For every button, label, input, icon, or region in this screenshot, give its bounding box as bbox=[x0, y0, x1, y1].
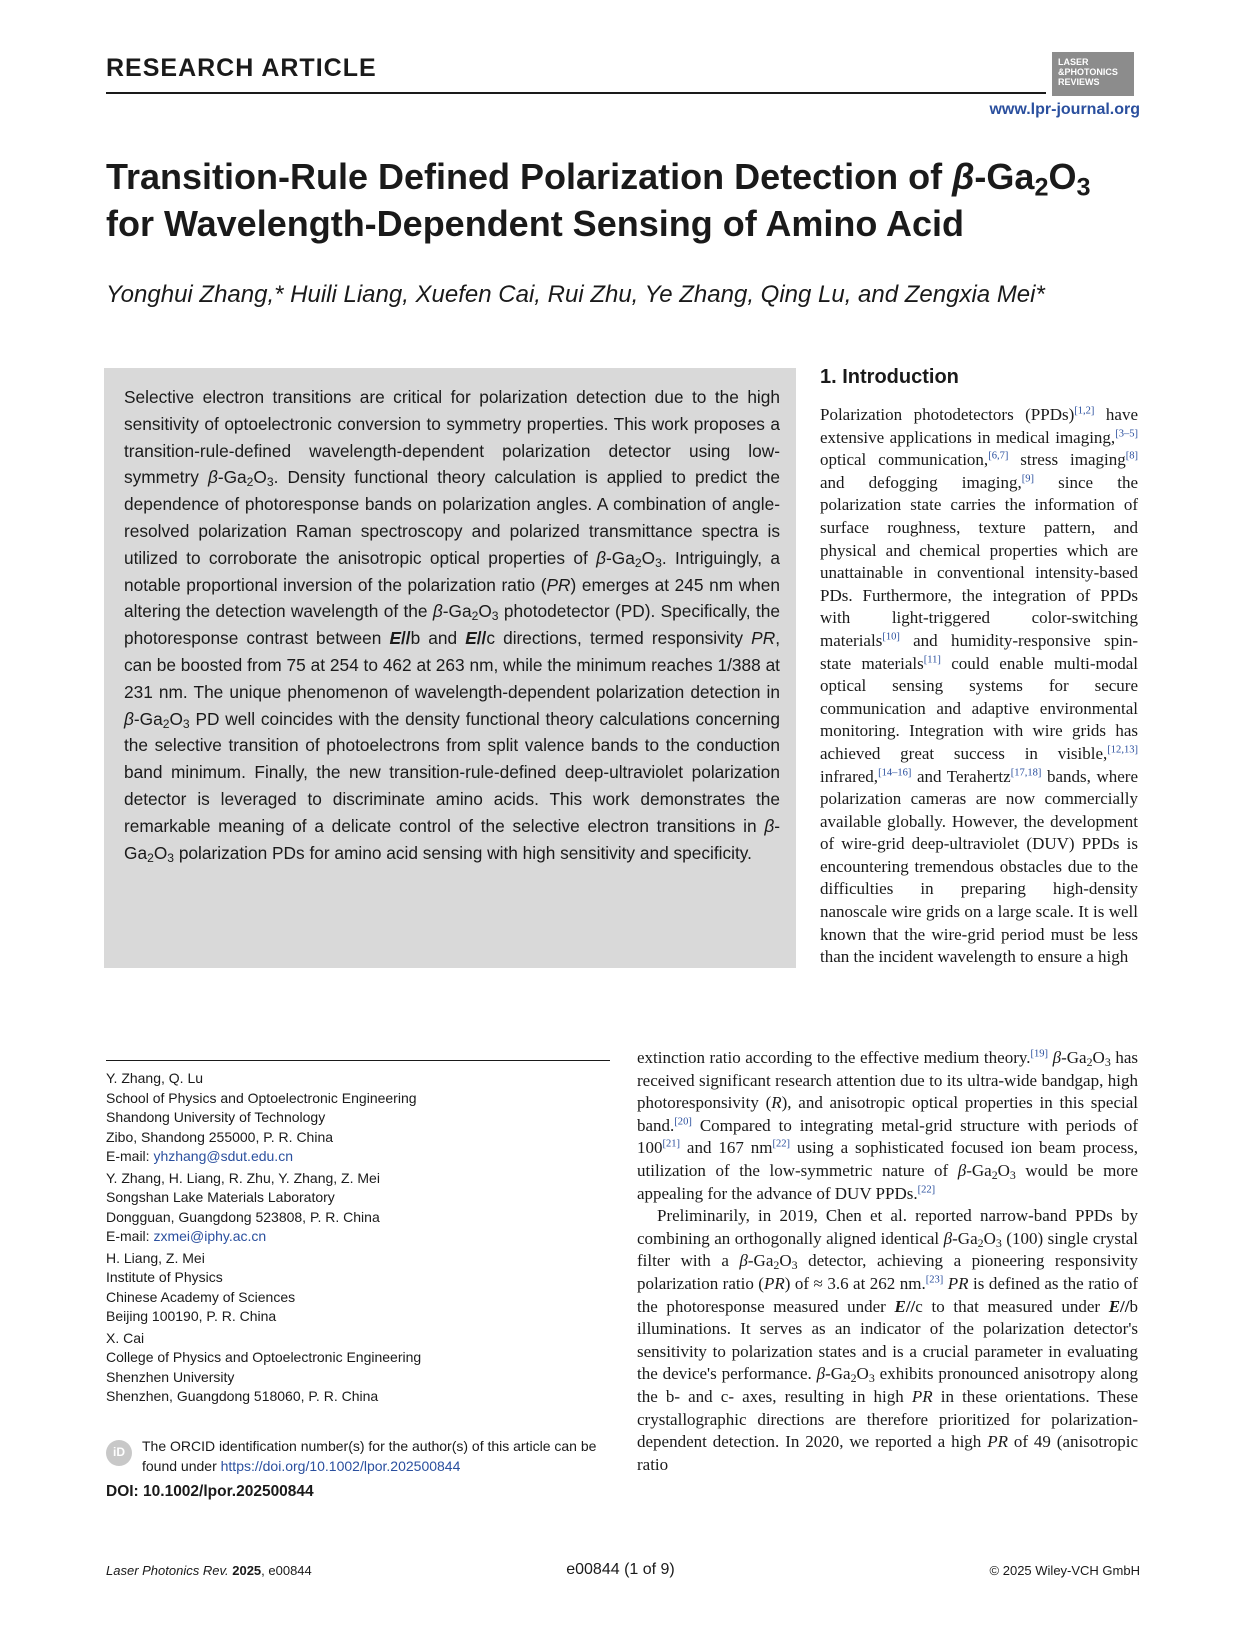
orcid-link[interactable]: https://doi.org/10.1002/lpor.202500844 bbox=[220, 1457, 461, 1474]
copyright: © 2025 Wiley-VCH GmbH bbox=[989, 1563, 1140, 1578]
orcid-note: The ORCID identification number(s) for the author(s) of this article can be found under https://doi.org/10.1002/lpor.202500844 bbox=[142, 1438, 597, 1474]
email-link[interactable]: zxmei@iphy.ac.cn bbox=[153, 1228, 267, 1244]
introduction-paragraph-1-part-1: Polarization photodetectors (PPDs)[1,2] have extensive applications in medical imaging,[3–5] optical communication,[6,7] stress imaging[8] and defogging imaging,[9] since the polarization state carries the information of surface roughness, texture pattern, and physical and chemical properties which are unattainable in conventional intensity-based PDs. Furthermore, the integration of PPDs with light-triggered color-switching materials[10] and humidity-responsive spin-state materials[11] could enable multi-modal optical sensing systems for secure communication and adaptive environmental monitoring. Integration with wire grids has achieved great success in visible,[12,13] infrared,[14–16] and Terahertz[17,18] bands, where polarization cameras are now commercially available globally. However, the development of wire-grid deep-ultraviolet (DUV) PPDs is encountering tremendous obstacles due to the difficulties in preparing high-density nanoscale wire grids on a large scale. It is well known that the wire-grid period must be less than the incident wavelength to ensure a high bbox=[820, 405, 1138, 967]
introduction-heading: 1. Introduction bbox=[820, 366, 959, 388]
page-number: e00844 (1 of 9) bbox=[566, 1561, 675, 1578]
introduction-paragraph-2: Preliminarily, in 2019, Chen et al. reported narrow-band PPDs by combining an orthogonally aligned identical $\beta-Ga_2O_3$ (100) single crystal filter with a $\beta-Ga_2O_3$ detector, achieving a pioneering responsivity polarization ratio (PR) of ≈ 3.6 at 262 nm.[23] PR is defined as the ratio of the photoresponse measured under E//c to that measured under E//b illuminations. It serves as an indicator of the polarization detector's sensitivity to polarization states and is a crucial parameter in evaluating the device's performance. $\beta-Ga_2O_3$ exhibits pronounced anisotropy along the b- and c- axes, resulting in high PR in these orientations. These crystallographic directions are therefore prioritized for polarization-dependent detection. In 2020, we reported a high PR of 49 (anisotropic ratio bbox=[637, 1206, 1139, 1474]
author-list: Yonghui Zhang,* Huili Liang, Xuefen Cai, Rui Zhu, Ye Zhang, Qing Lu, and Zengxia Mei* bbox=[106, 281, 1045, 308]
orcid-icon: iD bbox=[106, 1440, 132, 1466]
footer-citation: Laser Photonics Rev. 2025, e00844 bbox=[106, 1563, 312, 1578]
affiliation-block: H. Liang, Z. Mei Institute of Physics Chinese Academy of Sciences Beijing 100190, P. R. China bbox=[106, 1249, 296, 1324]
affiliation-block: Y. Zhang, H. Liang, R. Zhu, Y. Zhang, Z. Mei Songshan Lake Materials Laboratory Dongguan, Guangdong 523808, P. R. China E-mail: zxmei@iphy.ac.cn bbox=[106, 1169, 380, 1244]
section-label: RESEARCH ARTICLE bbox=[106, 54, 377, 82]
header-rule bbox=[106, 92, 1046, 94]
abstract-text: Selective electron transitions are critical for polarization detection due to the high sensitivity of optoelectronic conversion to symmetry properties. This work proposes a transition-rule-defined wavelength-dependent polarization detector using low-symmetry $\beta-Ga_2O_3$. Density functional theory calculation is applied to predict the dependence of photoresponse bands on polarization angles. A combination of angle-resolved polarization Raman spectroscopy and polarized transmittance spectra is utilized to corroborate the anisotropic optical properties of $\beta-Ga_2O_3$. Intriguingly, a notable proportional inversion of the polarization ratio (PR) emerges at 245 nm when altering the detection wavelength of the $\beta-Ga_2O_3$ photodetector (PD). Specifically, the photoresponse contrast between E//b and E//c directions, termed responsivity PR, can be boosted from 75 at 254 to 462 at 263 nm, while the minimum reaches 1/388 at 231 nm. The unique phenomenon of wavelength-dependent polarization detection in $\beta-Ga_2O_3$ PD well coincides with the density functional theory calculations concerning the selective transition of photoelectrons from split valence bands to the conduction band minimum. Finally, the new transition-rule-defined deep-ultraviolet polarization detector is leveraged to discriminate amino acids. This work demonstrates the remarkable meaning of a delicate control of the selective electron transitions in $\beta-Ga_2O_3$ polarization PDs for amino acid sensing with high sensitivity and specificity. bbox=[124, 387, 781, 865]
affiliation-block: Y. Zhang, Q. Lu School of Physics and Optoelectronic Engineering Shandong University of Technology Zibo, Shandong 255000, P. R. China E-mail: yhzhang@sdut.edu.cn bbox=[106, 1070, 417, 1164]
journal-url-link[interactable]: www.lpr-journal.org bbox=[989, 101, 1140, 118]
introduction-paragraph-1-part-2: extinction ratio according to the effective medium theory.[19] $\beta-Ga_2O_3$ has received significant research attention due to its ultra-wide bandgap, high photoresponsivity (R), and anisotropic optical properties in this special band.[20] Compared to integrating metal-grid structure with periods of 100[21] and 167 nm[22] using a sophisticated focused ion beam process, utilization of the low-symmetric nature of $\beta-Ga_2O_3$ would be more appealing for the advance of DUV PPDs.[22] bbox=[637, 1048, 1139, 1203]
article-title: Transition-Rule Defined Polarization Detection of $\beta-Ga_2O_3$ for Wavelength-Dependent Sensing of Amino Acid bbox=[106, 156, 1091, 244]
introduction-column-wide bbox=[637, 1047, 1138, 1476]
email-link[interactable]: yhzhang@sdut.edu.cn bbox=[153, 1148, 293, 1164]
introduction-column-right bbox=[820, 404, 1138, 969]
affiliations-rule bbox=[106, 1060, 610, 1061]
affiliations bbox=[106, 1069, 626, 1409]
doi: DOI: 10.1002/lpor.202500844 bbox=[106, 1483, 314, 1500]
journal-logo: LASER &PHOTONICS REVIEWS bbox=[1052, 52, 1134, 96]
affiliation-block: X. Cai College of Physics and Optoelectronic Engineering Shenzhen University Shenzhen, Guangdong 518060, P. R. China bbox=[106, 1329, 422, 1404]
